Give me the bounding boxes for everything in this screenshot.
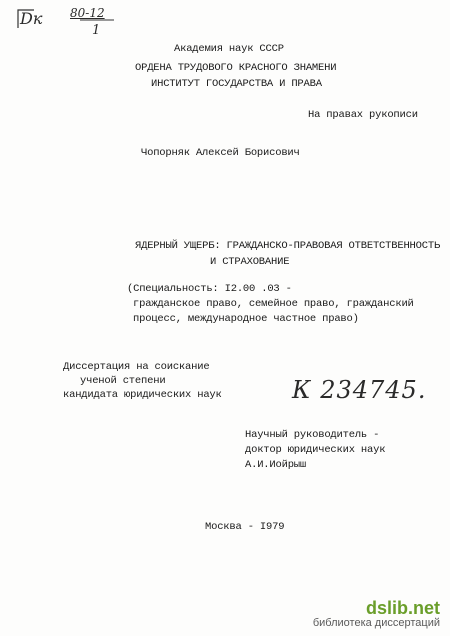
dissertation-title-line2: И СТРАХОВАНИЕ [210, 256, 290, 268]
specialty-desc-line2: процесс, международное частное право) [133, 313, 359, 325]
inventory-number: К 234745. [292, 376, 427, 404]
site-watermark [313, 599, 440, 630]
degree-line2: ученой степени [80, 375, 166, 387]
institute-name: ИНСТИТУТ ГОСУДАРСТВА И ПРАВА [151, 78, 322, 90]
supervisor-name: А.И.Иойрыш [245, 459, 307, 471]
archive-sub: 1 [92, 23, 101, 38]
specialty-desc-line1: гражданское право, семейное право, гражданский [133, 298, 414, 310]
watermark-tagline: библиотека диссертаций [312, 617, 440, 629]
author-name: Чопорняк Алексей Борисович [141, 147, 300, 159]
archive-mark [14, 6, 124, 36]
specialty-code: (Специальность: I2.00 .03 - [127, 283, 292, 295]
dissertation-title-line1: ЯДЕРНЫЙ УЩЕРБ: ГРАЖДАНСКО-ПРАВОВАЯ ОТВЕТСТВЕННОСТЬ [135, 240, 441, 252]
supervisor-label: Научный руководитель - [245, 429, 380, 441]
supervisor-degree: доктор юридических наук [245, 444, 386, 456]
degree-line1: Диссертация на соискание [63, 361, 210, 373]
institute-order: ОРДЕНА ТРУДОВОГО КРАСНОГО ЗНАМЕНИ [135, 62, 337, 74]
place-year: Москва - I979 [205, 521, 285, 533]
archive-number: 80-12 [70, 6, 105, 20]
watermark-brand: dslib.net [365, 598, 440, 618]
manuscript-rights-note: На правах рукописи [308, 109, 418, 121]
academy-name: Академия наук СССР [174, 43, 284, 55]
archive-code: Dк [20, 9, 43, 28]
degree-line3: кандидата юридических наук [63, 389, 222, 401]
